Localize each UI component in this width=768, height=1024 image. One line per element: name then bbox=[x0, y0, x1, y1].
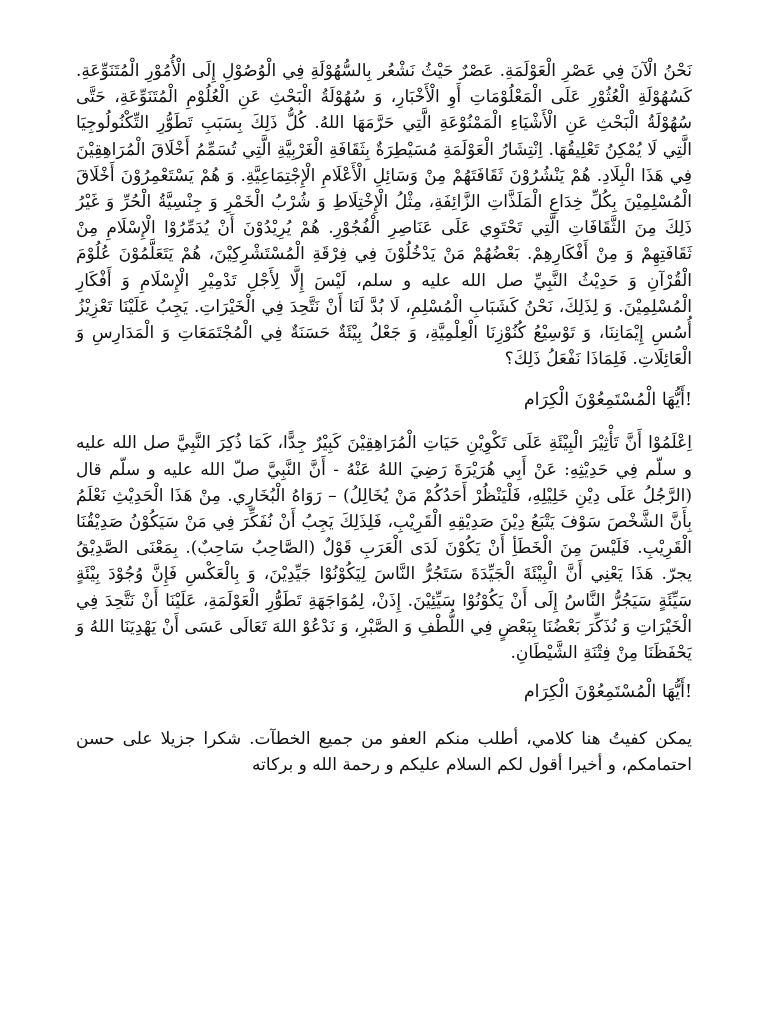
body-paragraph: اِعْلَمُوْا أَنَّ تَأْثِيْرَ الْبِيْئَةِ عَلَى تَكْوِيْنِ حَيَاتِ الْمُرَاهِقِيْنَ كَبِيْرٌ جِدًّا، كَمَا ذُكِرَ النَّبِيَّ صل الله عليه و سلّم فِي حَدِيْثِهِ: عَنْ أَبِي هُرَيْرَةَ رَضِيَ اللهُ عَنْهُ - أَنَّ النَّبِيَّ صلّ الله عليه و سلّم قال (الرَّجُلُ عَلَى دِيْنِ خَلِيْلِهِ، فَلْيَنْظُرْ أَحَدُكُمْ مَنْ يُخَالِلُ) – رَوَاهُ الْبُخَارِي. مِنْ هَذَا الْحَدِيْثِ نَعْلَمُ بِأَنَّ الشَّخْصَ سَوْفَ يَتْبَعُ دِيْنَ صَدِيْقِهِ الْقَرِيْبِ، فَلِذَلِكَ يَجِبُ أَنْ نُفَكِّرَ فِي مَنْ سَيَكُوْنُ صَدِيْقُنَا الْقَرِيْبِ. فَلَيْسَ مِنَ الْخَطَأِ أَنْ يَكُوْنَ لَدَى الْعَرَبِ قَوْلٌ (الصَّاحِبُ سَاحِبٌ). بِمَعْنَى الصَّدِيْقُ يجرّ. هَذَا يَعْنِي أَنَّ الْبِيْئَةَ الْجَيِّدَةَ سَتَجُرُّ النَّاسَ لِيَكُوْنُوْا جَيِّدِيْنَ، وَ بِالْعَكْسِ فَإِنَّ وُجُوْدَ بِيْئَةٍ سَيِّئَةٍ سَيَجُرُّ النَّاسُ إِلَى أَنْ يَكُوْنُوْا سَيِّئِيْنَ. إِذَنْ، لِمُوَاجَهَةِ تَطَوُّرِ الْعَوْلَمَةِ، عَلَيْنَا أَنْ نَتَّحِدَ فِي الْخَيْرَاتِ وَ نُذَكِّرَ بَعْضُنَا بِبَعْضٍ فِي اللُّطْفِ وَ الصَّبْرِ، وَ نَدْعُوْ اللهَ تَعَالَى عَسَى أَنْ يَهْدِيَنَا اللهُ وَ يَحْفَظَنَا مِنْ فِتْنَةِ الشَّيْطَانِ. bbox=[76, 433, 692, 664]
greeting-heading: !أَيُّهَا الْمُسْتَمِعُوْنَ الْكِرَام bbox=[523, 390, 692, 411]
closing-paragraph: يمكن كفيتُ هنا كلامي، أطلب منكم العفو من جميع الخطآت. شكرا جزيلا على حسن احتمامكم، و أخيرا أقول لكم السلام عليكم و رحمة الله و بركاته bbox=[76, 729, 692, 776]
document-page bbox=[76, 58, 692, 778]
greeting-heading-second: !أَيُّهَا الْمُسْتَمِعُوْنَ الْكِرَام bbox=[523, 682, 692, 703]
intro-paragraph: نَحْنُ الْآنَ فِي عَصْرِ الْعَوْلَمَةِ. عَصْرٌ حَيْثُ نَشْعُر بِالسُّهُوْلَةِ فِي الْوُصُوْلِ إِلَى الْأُمُوْرِ الْمُتَنَوِّعَةِ. كَسُهُوْلَةِ الْعُثُوْرِ عَلَى الْمَعْلُوْمَاتِ أَوِ الْأَخْبَارِ، وَ سُهُوْلَةُ الْبَحْثِ عَنِ الْعُلُوْمِ الْمُتَنَوِّعَةِ، حَتَّى سُهُوْلَةُ الْبَحْثِ عَنِ الْأَشْيَاءِ الْمَمْنُوْعَةِ الَّتِي حَرَّمَهَا اللهُ. كُلُّ ذَلِكَ بِسَبَبِ تَطَوُّرِ التِّكْنُولُوجِيَا الَّتِي لَا يُمْكِنُ تَعْلِيقُهَا. اِنْتِشَارُ الْعَوْلَمَةِ مُسَيْطِرَةٌ بِثَقَافَةِ الْغَرْبِيَّةِ الَّتِي تُسَمِّمُ أَخْلَاقَ الْمُرَاهِقِيْنَ فِي هَذَا الْبِلَادِ. هُمْ يَنْشُرُوْنَ ثَقَافَتَهُمْ مِنْ وَسَائِلِ الْأَعْلَامِ الْإِجْتِمَاعِيَّةِ. وَ هُمْ يَسْتَعْمِرُوْنَ أَخْلَاقَ الْمُسْلِمِيْنَ بِكُلِّ خِدَاعِ الْمَلَذَّاتِ الزَّائِفَةِ، مِثْلُ الْإِخْتِلَاطِ وَ شُرْبُ الْخَمْرِ وَ جِنْسِيَّةُ الْحُرِّ وَ غَيْرُ ذَلِكَ مِنَ الثَّقَافَاتِ الَّتِي تَحْتَوِي عَلَى عَنَاصِرِ الْفُجُوْرِ. هُمْ يُرِيْدُوْنَ أَنْ يُدَمِّرُوْا الْإِسْلَامِ مِنْ ثَقَافَتِهِمْ وَ مِنْ أَفْكَارِهِمْ. بَعْضُهُمْ مَنْ يَدْخُلُوْنَ فِي فِرْقَةِ الْمُسْتَشْرِكِيْنَ، هُمْ يَتَعَلَّمُوْنَ عُلُوْمَ الْقُرْآنِ وَ حَدِيْثُ النَّبِيِّ صل الله عليه و سلم، لَيْسَ إِلَّا لِأَجْلِ تَدْمِيْرِ الْإِسْلَامِ وَ أَفْكَارِ الْمُسْلِمِيْنَ. وَ لِذَلِكَ، نَحْنُ كَشَبَابِ الْمُسْلِمِ، لَا بُدَّ لَنَا أَنْ نَتَّحِدَ فِي الْخَيْرَاتِ. يَجِبُ عَلَيْنَا تَعْزِيْزُ أُسُسِ إِيْمَانِنَا، وَ تَوْسِيْعُ كُنُوْزِنَا الْعِلْمِيَّةِ، وَ جَعْلُ بِيْئَةٌ حَسَنَةٌ فِي الْمُجْتَمَعَاتِ وَ الْمَدَارِسِ وَ الْعَائِلَاتِ. فَلِمَاذَا نَفْعَلُ ذَلِكَ؟ bbox=[76, 61, 692, 370]
